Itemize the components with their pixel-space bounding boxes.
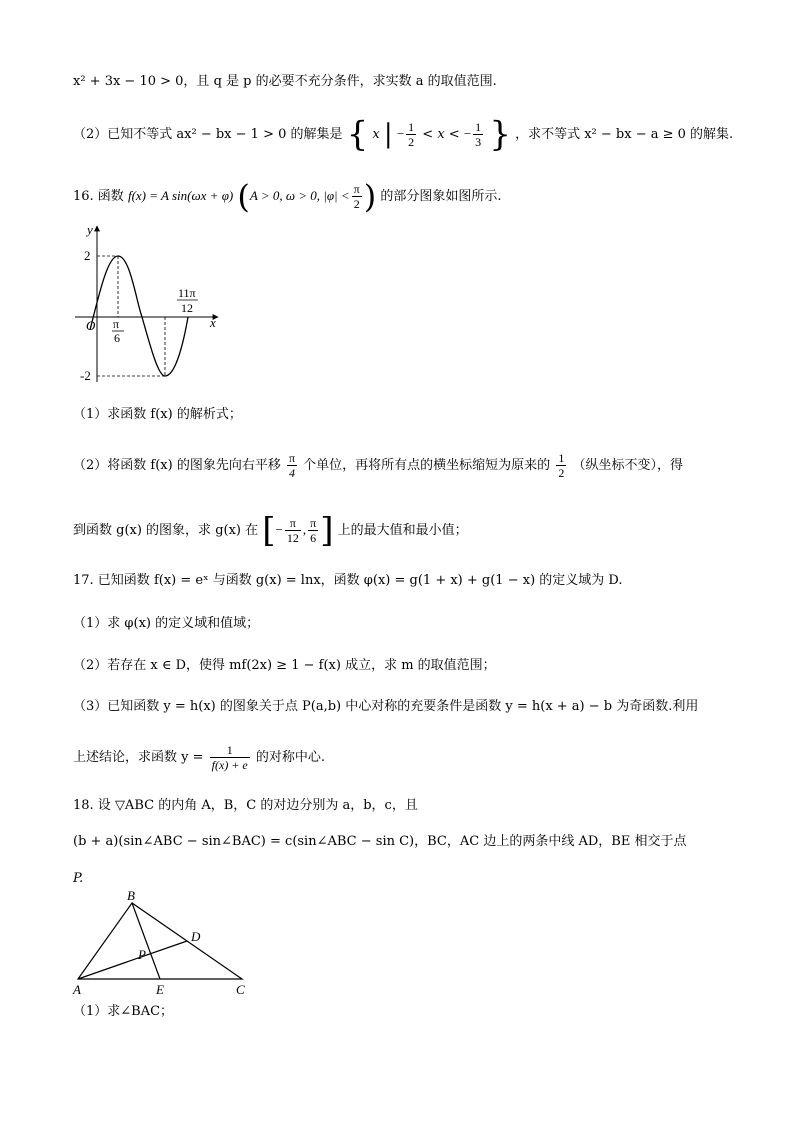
q18-part1-text: （1）求∠BAC； xyxy=(73,1004,174,1019)
frac-pi-quarter: $\frac{\pi}{4}$ xyxy=(288,451,296,480)
vertex-b-label: B xyxy=(127,890,135,903)
left-brace: { xyxy=(346,114,369,155)
q16-part2-a: （2）将函数 f(x) 的图象先向右平移 xyxy=(73,458,281,473)
y-max-label: 2 xyxy=(84,248,91,263)
frac-pi-six: $\frac{\pi}{6}$ xyxy=(310,516,317,545)
left-bracket: [ xyxy=(262,510,276,551)
q17-heading-text: 17. 已知函数 f(x) = eˣ 与函数 g(x) = lnx，函数 φ(x) = g(1 + x) + g(1 − x) 的定义域为 D. xyxy=(73,573,623,588)
x-axis-label: x xyxy=(210,315,216,330)
origin-label: O xyxy=(86,318,96,333)
q15-part2-suffix: ，求不等式 x² − bx − a ≥ 0 的解集. xyxy=(515,127,734,142)
q16-sine-graph xyxy=(70,220,230,390)
q18-point-p xyxy=(73,869,83,889)
q15-part2-prefix: （2）已知不等式 ax² − bx − 1 > 0 的解集是 xyxy=(73,127,343,142)
q17-part3-cont-a: 上述结论，求函数 y = xyxy=(73,750,204,765)
sine-curve xyxy=(90,256,188,376)
q16-left-paren: ( xyxy=(237,177,250,216)
median-ad xyxy=(78,941,187,979)
q17-part3-cont-b: 的对称中心. xyxy=(255,750,326,765)
right-brace: } xyxy=(489,114,511,155)
q16-part2-e: 上的最大值和最小值； xyxy=(337,523,468,538)
q18-triangle-figure xyxy=(70,890,260,1000)
q17-part3 xyxy=(73,697,698,717)
q16-part2-c: （纵坐标不变），得 xyxy=(572,458,683,473)
q16-part2-b: 个单位，再将所有点的横坐标缩短为原来的 xyxy=(303,458,551,473)
q17-part3-text: （3）已知函数 y = h(x) 的图象关于点 P(a,b) 中心对称的充要条件是函数 y = h(x + a) − b 为奇函数.利用 xyxy=(73,699,699,714)
q15-part2-line: （2）已知不等式 ax² − bx − 1 > 0 的解集是 { x | − $\frac{1}{2}$ < x < − $\frac{1}{3}$ } ，求不等式 x² − bx − a ≥ 0 的解集. xyxy=(73,114,734,155)
frac-neg-half: $\frac{1}{2}$ xyxy=(408,120,415,149)
vertex-a-label: A xyxy=(73,982,81,997)
q17-part2 xyxy=(73,656,496,676)
q18-heading-text: 18. 设 ▽ABC 的内角 A，B，C 的对边分别为 a，b，c，且 xyxy=(73,798,418,813)
point-p-label: P xyxy=(138,947,146,962)
frac-pi-twelve: $\frac{\pi}{12}$ xyxy=(286,516,299,545)
q17-part1 xyxy=(73,614,259,634)
set-var: x xyxy=(372,127,380,142)
frac-neg-third: $\frac{1}{3}$ xyxy=(475,120,482,149)
y-min-label: -2 xyxy=(80,368,91,383)
q16-heading xyxy=(73,178,501,215)
tick-11pi12-num: 11π xyxy=(178,286,196,300)
set-bar: | xyxy=(383,119,393,150)
frac-reciprocal: $\frac{1}{f(x) + e}$ xyxy=(211,743,248,772)
q18-heading xyxy=(73,796,418,816)
q17-part3-cont xyxy=(73,738,325,778)
frac-one-half: $\frac{1}{2}$ xyxy=(558,451,565,480)
q18-part1 xyxy=(73,1002,173,1022)
q15-condition-text: x² + 3x − 10 > 0，且 q 是 p 的必要不充分条件，求实数 a 的取值范围. xyxy=(73,74,497,89)
q16-right-paren: ) xyxy=(363,177,377,216)
q18-equation xyxy=(73,832,686,852)
q16-part1-text: （1）求函数 f(x) 的解析式； xyxy=(73,407,242,422)
vertex-c-label: C xyxy=(236,982,245,997)
median-be xyxy=(132,903,160,979)
q18-equation-text: (b + a)(sin∠ABC − sin∠BAC) = c(sin∠ABC − sin C)，BC，AC 边上的两条中线 AD，BE 相交于点 xyxy=(73,834,687,849)
point-d-label: D xyxy=(191,929,201,944)
tick-11pi12-den: 12 xyxy=(181,301,193,315)
q16-conditions: A > 0, ω > 0, |φ| < xyxy=(249,188,350,203)
q18-point-p-text: P. xyxy=(73,871,84,886)
q17-part1-text: （1）求 φ(x) 的定义域和值域； xyxy=(73,616,260,631)
q16-part2-d: 到函数 g(x) 的图象，求 g(x) 在 xyxy=(73,523,259,538)
q15-condition-line xyxy=(73,72,497,92)
q17-part2-text: （2）若存在 x ∈ D，使得 mf(2x) ≥ 1 − f(x) 成立，求 m 的取值范围； xyxy=(73,658,496,673)
q16-suffix: 的部分图象如图所示. xyxy=(380,189,502,204)
q16-number: 16. 函数 xyxy=(73,189,124,204)
right-bracket: ] xyxy=(320,510,334,551)
q17-heading xyxy=(73,571,623,591)
point-e-label: E xyxy=(156,982,164,997)
set-middle: < x < xyxy=(422,127,460,142)
q16-formula: f(x) = A sin(ωx + φ) xyxy=(127,188,234,203)
q16-part2-line1 xyxy=(73,448,683,484)
q16-part1 xyxy=(73,405,242,425)
triangle-abc xyxy=(78,903,242,979)
q16-part2-line2: 到函数 g(x) 的图象，求 g(x) 在 [− $\frac{\pi}{12}$ , $\frac{\pi}{6}$ ] 上的最大值和最小值； xyxy=(73,510,468,551)
y-axis-label: y xyxy=(87,222,93,237)
tick-pi6-num: π xyxy=(113,317,120,331)
tick-pi6-den: 6 xyxy=(114,331,120,345)
frac-pi-half: $\frac{\pi}{2}$ xyxy=(353,182,360,211)
